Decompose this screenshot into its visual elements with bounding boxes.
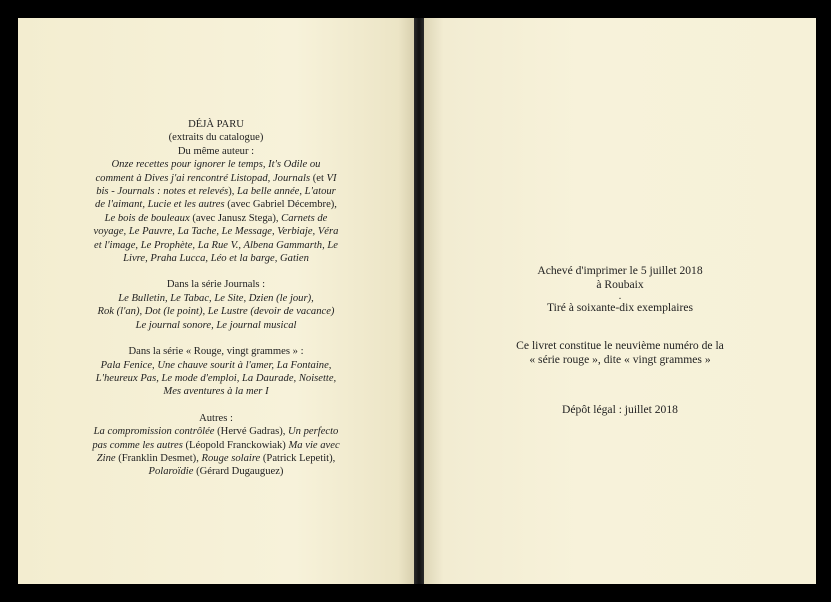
catalogue-line [40,252,392,265]
catalogue-text: (avec Gabriel Décembre), [224,199,337,211]
catalogue-line [40,239,392,252]
catalogue-text: et l'image, Le Prophète, La Rue V., Albena Gammarth, Le [94,239,338,251]
right-page [424,18,816,584]
series-note-line2: « série rouge », dite « vingt grammes » [529,353,711,366]
others-works-list [40,425,392,479]
catalogue-text: (et [310,172,327,184]
catalogue-text: Livre, Praha Lucca, Léo et la barge, Gatien [123,253,309,265]
copies-count: Tiré à soixante-dix exemplaires [546,301,694,314]
catalogue-line [40,372,392,385]
catalogue-text: (Gérard Dugauguez) [193,466,284,478]
catalogue-line [40,359,392,372]
catalogue-line [40,439,392,452]
catalogue-text: Le journal sonore, Le journal musical [135,319,297,331]
catalogue-column [40,118,392,479]
catalogue-line [40,158,392,171]
catalogue-text: VI [326,172,337,184]
catalogue-text: Carnets de [281,212,328,224]
printed-place: à Roubaix [596,278,644,291]
catalogue-line [40,425,392,438]
catalogue-text: ), [228,186,238,198]
catalogue-text: Mes aventures à la mer I [163,386,269,398]
catalogue-text: (Patrick Lepetit), [260,452,336,464]
catalogue-text: (Hervé Gadras), [214,426,289,438]
series-note-line1: Ce livret constitue le neuvième numéro de la [516,339,724,352]
journals-works-list [40,292,392,332]
catalogue-text: bis - Journals : notes et relevés [96,186,229,198]
catalogue-text: comment à Dives j'ai rencontré Listopad, [95,172,273,184]
catalogue-line [40,385,392,398]
catalogue-line [40,198,392,211]
printed-date: Achevé d'imprimer le 5 juillet 2018 [537,264,703,277]
catalogue-text: Le Bulletin, Le Tabac, Le Site, Dzien (le jour), [118,292,314,304]
catalogue-line [40,212,392,225]
catalogue-text: de l'aimant, Lucie et les autres [95,199,225,211]
author-section-heading: Du même auteur : [177,145,255,157]
catalogue-text: Rouge solaire [201,452,261,464]
separator-dot: . [618,291,622,302]
book-gutter [414,18,424,584]
others-section-heading: Autres : [199,412,233,424]
catalogue-text: voyage, Le Pauvre, La Tache, Le Message, Verbiaje, Véra [93,226,339,238]
author-works-list [40,158,392,265]
catalogue-text: Zine [96,452,116,464]
catalogue-title: DÉJÀ PARU [188,119,244,130]
catalogue-text: L'heureux Pas, Le mode d'emploi, La Daurade, Noisette, [95,372,337,384]
catalogue-text: Ma vie avec [288,439,340,451]
catalogue-line [40,292,392,305]
catalogue-line [40,172,392,185]
catalogue-line [40,465,392,478]
catalogue-text: Rok (l'an), Dot (le point), Le Lustre (devoir de vacance) [97,306,335,318]
catalogue-line [40,305,392,318]
catalogue-subtitle: (extraits du catalogue) [168,132,264,144]
catalogue-text: (Franklin Desmet), [115,452,202,464]
catalogue-text: Polaroïdie [148,466,194,478]
journals-section-heading: Dans la série Journals : [166,279,266,291]
catalogue-text: pas comme les autres [92,439,183,451]
catalogue-text: (Léopold Franckowiak) [182,439,289,451]
catalogue-text: La belle année, L'atour [237,186,336,198]
catalogue-text: La compromission contrôlée [93,426,215,438]
catalogue-text: Pala Fenice, Une chauve sourit à l'amer, La Fontaine, [100,359,332,371]
catalogue-line [40,452,392,465]
catalogue-line [40,225,392,238]
colophon [424,264,816,417]
catalogue-text: Onze recettes pour ignorer le temps, [111,159,269,171]
catalogue-text: (avec Janusz Stega), [189,212,282,224]
rouge-works-list [40,359,392,399]
catalogue-text: It's Odile ou [268,159,321,171]
rouge-section-heading: Dans la série « Rouge, vingt grammes » : [128,346,304,358]
catalogue-text: Un perfecto [288,426,339,438]
catalogue-line [40,319,392,332]
catalogue-text: Journals [272,172,311,184]
catalogue-text: Le bois de bouleaux [104,212,190,224]
legal-deposit: Dépôt légal : juillet 2018 [562,403,678,416]
catalogue-line [40,185,392,198]
left-page [18,18,414,584]
